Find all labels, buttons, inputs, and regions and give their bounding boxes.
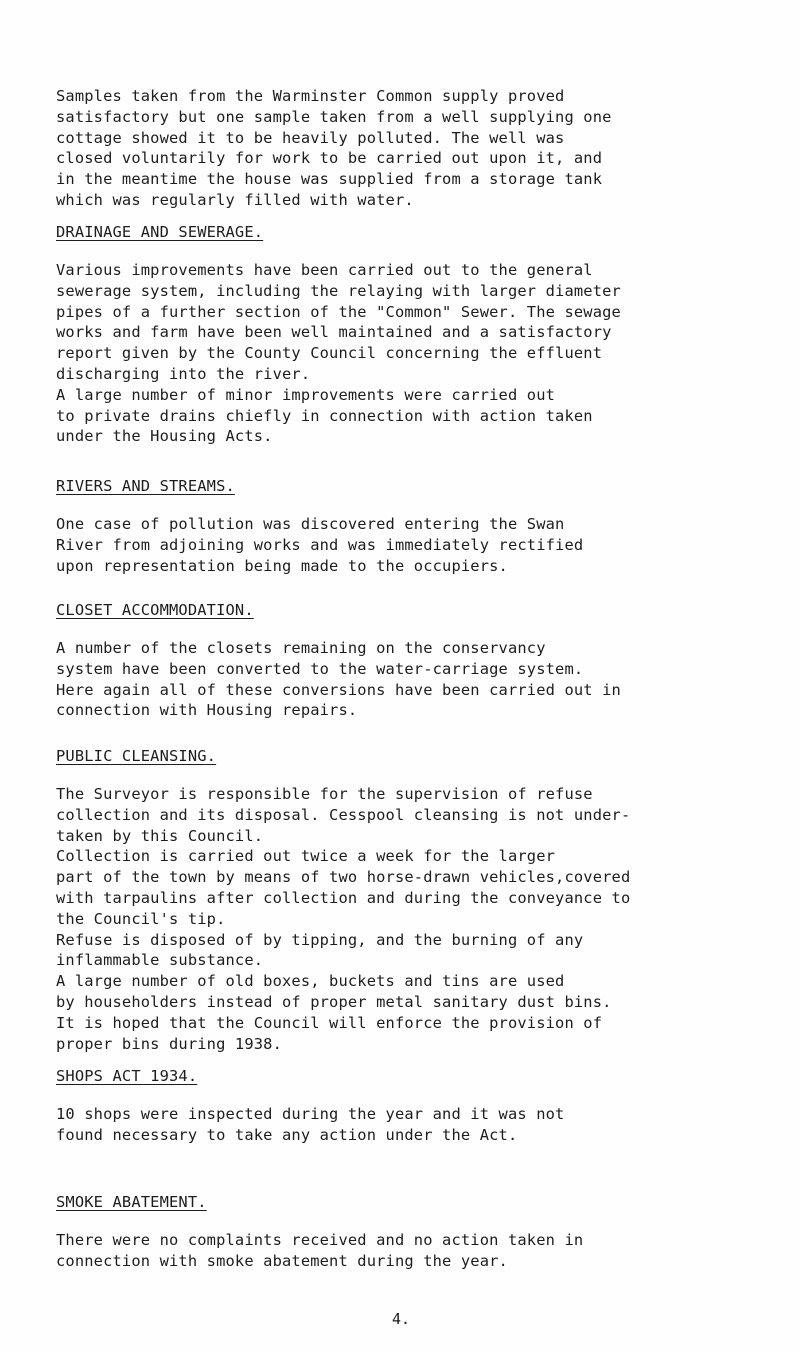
closet-paragraph: A number of the closets remaining on the conservancy system have been converted to the water-carriage system. Here again all of these conversions have been carried out in connection with Housing repairs. bbox=[56, 639, 621, 720]
drainage-heading: DRAINAGE AND SEWERAGE. bbox=[56, 223, 264, 241]
page-number: 4. bbox=[392, 1310, 411, 1328]
closet-heading: CLOSET ACCOMMODATION. bbox=[56, 601, 254, 619]
intro-paragraph: Samples taken from the Warminster Common supply proved satisfactory but one sample taken from a well supplying one cottage showed it to be heavily polluted. The well was closed voluntarily for work to be carried out upon it, and in the meantime the house was supplied from a storage tank which was regularly filled with water. bbox=[56, 87, 612, 209]
shops-heading: SHOPS ACT 1934. bbox=[56, 1067, 198, 1085]
rivers-heading: RIVERS AND STREAMS. bbox=[56, 477, 235, 495]
cleansing-heading: PUBLIC CLEANSING. bbox=[56, 747, 217, 765]
shops-paragraph: 10 shops were inspected during the year and it was not found necessary to take any action under the Act. bbox=[56, 1105, 565, 1144]
drainage-paragraph: Various improvements have been carried out to the general sewerage system, including the relaying with larger diameter pipes of a further section of the "Common" Sewer. The sewage works and farm have been well maintained and a satisfactory report given by the County Council concerning the effluent discharging into the river. A large number of minor improvements were carried out to private drains chiefly in connection with action taken under the Housing Acts. bbox=[56, 261, 621, 446]
smoke-paragraph: There were no complaints received and no action taken in connection with smoke abatement during the year. bbox=[56, 1231, 584, 1270]
rivers-paragraph: One case of pollution was discovered entering the Swan River from adjoining works and was immediately rectified upon representation being made to the occupiers. bbox=[56, 515, 584, 575]
cleansing-paragraph: The Surveyor is responsible for the supervision of refuse collection and its disposal. Cesspool cleansing is not under- taken by this Council. Collection is carried out twice a week for the larger part of the town by means of two horse-drawn vehicles,covered with tarpaulins after collection and during the conveyance to the Council's tip. Refuse is disposed of by tipping, and the burning of any inflammable substance. A large number of old boxes, buckets and tins are used by householders instead of proper metal sanitary dust bins. It is hoped that the Council will enforce the provision of proper bins during 1938. bbox=[56, 785, 631, 1053]
smoke-heading: SMOKE ABATEMENT. bbox=[56, 1193, 207, 1211]
